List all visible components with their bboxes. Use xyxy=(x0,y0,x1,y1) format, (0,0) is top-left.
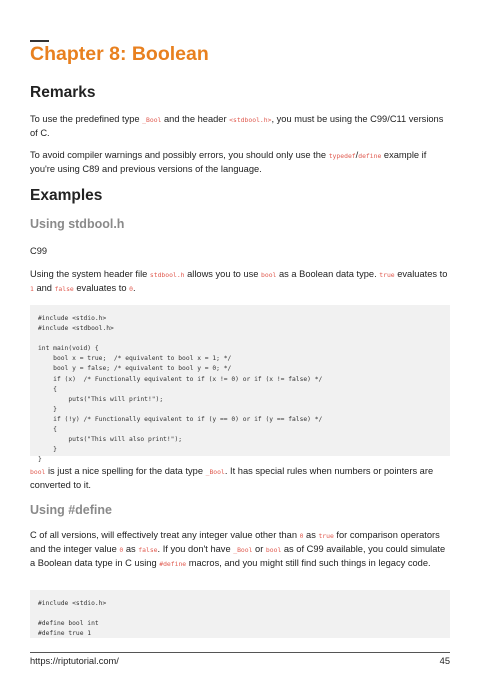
page-number: 45 xyxy=(439,656,450,666)
inline-code: _Bool xyxy=(205,468,225,476)
stdbool-paragraph: Using the system header file stdbool.h allows you to use bool as a Boolean data type. true evaluates to 1 and false evaluates to 0. xyxy=(30,269,448,294)
inline-code: 0 xyxy=(299,532,304,540)
inline-code: false xyxy=(54,285,74,294)
inline-code: #define xyxy=(159,560,187,569)
chapter-rule xyxy=(30,40,49,42)
code-block-define: #include <stdio.h> #define bool int #define true 1 xyxy=(30,590,450,638)
chapter-title: Chapter 8: Boolean xyxy=(30,43,209,65)
inline-code: bool xyxy=(265,546,282,555)
inline-code: stdbool.h xyxy=(149,271,185,279)
version-label: C99 xyxy=(30,246,48,256)
inline-code: 1 xyxy=(30,285,34,294)
bool-paragraph: bool is just a nice spelling for the data type _Bool. It has special rules when numbers or pointers are converted to it. xyxy=(30,466,434,491)
inline-code: bool xyxy=(30,468,46,476)
inline-code: true xyxy=(379,271,395,279)
inline-code: 0 xyxy=(129,285,133,294)
remarks-heading: Remarks xyxy=(30,84,96,101)
footer-url[interactable]: https://riptutorial.com/ xyxy=(30,656,119,666)
remarks-paragraph-1: To use the predefined type _Bool and the header <stdbool.h>, you must be using the C99/C11 versions of C. xyxy=(30,114,444,139)
footer-rule xyxy=(30,652,450,653)
inline-code: define xyxy=(358,152,382,160)
inline-code: _Bool xyxy=(233,546,253,555)
define-paragraph: C of all versions, will effectively treat any integer value other than 0 as true for comparison operators and the integer value 0 as false. If you don't have _Bool or bool as of C99 available, you could simulate a Boolean data type in C using #define macros, and you might still find such things in legacy code. xyxy=(30,530,446,569)
code-block-stdbool: #include <stdio.h> #include <stdbool.h> int main(void) { bool x = true; /* equivalent to bool x = 1; */ bool y = false; /* equivalent to bool y = 0; */ if (x) /* Functionally equivalent to if (x != 0) or if (x != false) */ { puts("This will print!"); } if (!y) /* Functionally equivalent to if (y == 0) or if (y == false) */ { puts("This will also print!"); } } xyxy=(30,305,450,456)
inline-code: false xyxy=(138,546,158,555)
inline-code: typedef xyxy=(328,152,356,160)
subheading-define: Using #define xyxy=(30,503,112,517)
inline-code: 0 xyxy=(119,546,124,555)
subheading-stdbool: Using stdbool.h xyxy=(30,217,125,231)
remarks-paragraph-2: To avoid compiler warnings and possibly errors, you should only use the typedef/define example if you're using C89 and previous versions of the language. xyxy=(30,150,427,175)
inline-code: _Bool xyxy=(142,116,162,124)
inline-code: <stdbool.h> xyxy=(229,116,272,124)
inline-code: true xyxy=(318,532,334,540)
examples-heading: Examples xyxy=(30,187,103,204)
inline-code: bool xyxy=(261,271,277,279)
